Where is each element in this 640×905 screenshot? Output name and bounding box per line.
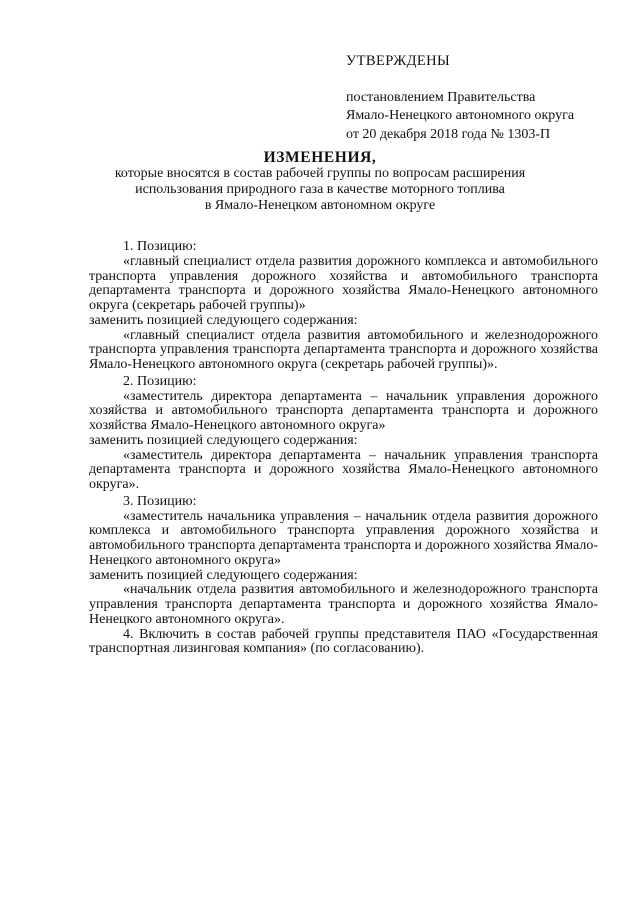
subtitle-line-3: в Ямало-Ненецком автономном округе	[204, 198, 436, 213]
item-2-new-text: «заместитель директора департамента – начальник управления транспорта департамента транспорта и дорожного хозяйства Ямало-Ненецкого автономного округа».	[89, 447, 598, 492]
document-title: ИЗМЕНЕНИЯ,	[263, 149, 377, 166]
item-1-replace-text: заменить позицией следующего содержания:	[89, 312, 358, 328]
item-2-replace-text: заменить позицией следующего содержания:	[89, 432, 358, 448]
approval-block	[346, 52, 574, 144]
item-3-replace-text: заменить позицией следующего содержания:	[89, 567, 358, 583]
document-subtitle	[40, 166, 600, 214]
approval-line-1: постановлением Правительства	[346, 89, 536, 105]
item-3-new-text: «начальник отдела развития автомобильного и железнодорожного транспорта управления транспорта департамента транспорта и дорожного хозяйства Ямало-Ненецкого автономного округа».	[89, 582, 598, 627]
item-2-old-text: «заместитель директора департамента – начальник управления дорожного хозяйства и автомобильного транспорта департамента транспорта и дорожного хозяйства Ямало-Ненецкого автономного округа»	[89, 388, 598, 433]
subtitle-line-1: которые вносятся в состав рабочей группы по вопросам расширения	[114, 166, 526, 181]
item-1-heading: 1. Позицию:	[123, 239, 197, 254]
document-body	[89, 238, 598, 657]
item-1-new-text: «главный специалист отдела развития автомобильного и железнодорожного транспорта управления транспорта департамента транспорта и дорожного хозяйства Ямало-Ненецкого автономного округа (секретарь рабочей группы)».	[89, 327, 598, 372]
item-3-heading: 3. Позицию:	[123, 493, 197, 509]
item-1-old-text: «главный специалист отдела развития дорожного комплекса и автомобильного транспорта управления дорожного хозяйства и автомобильного транспорта департамента транспорта и дорожного хозяйства Ямало-Ненецкого автономного округа (секретарь рабочей группы)»	[89, 253, 598, 313]
approval-line-2: Ямало-Ненецкого автономного округа	[346, 108, 575, 123]
item-2-heading: 2. Позицию:	[123, 373, 197, 389]
approval-line-3: от 20 декабря 2018 года № 1303-П	[346, 126, 551, 142]
item-4-text: 4. Включить в состав рабочей группы представителя ПАО «Государственная транспортная лизинговая компания» (по согласованию).	[89, 626, 598, 657]
approval-heading: УТВЕРЖДЕНЫ	[346, 53, 451, 69]
item-3-old-text: «заместитель начальника управления – начальник отдела развития дорожного комплекса и автомобильного транспорта управления дорожного хозяйства и автомобильного транспорта департамента транспорта и дорожного хозяйства Ямало-Ненецкого автономного округа»	[89, 508, 598, 568]
subtitle-line-2: использования природного газа в качестве моторного топлива	[135, 182, 505, 197]
